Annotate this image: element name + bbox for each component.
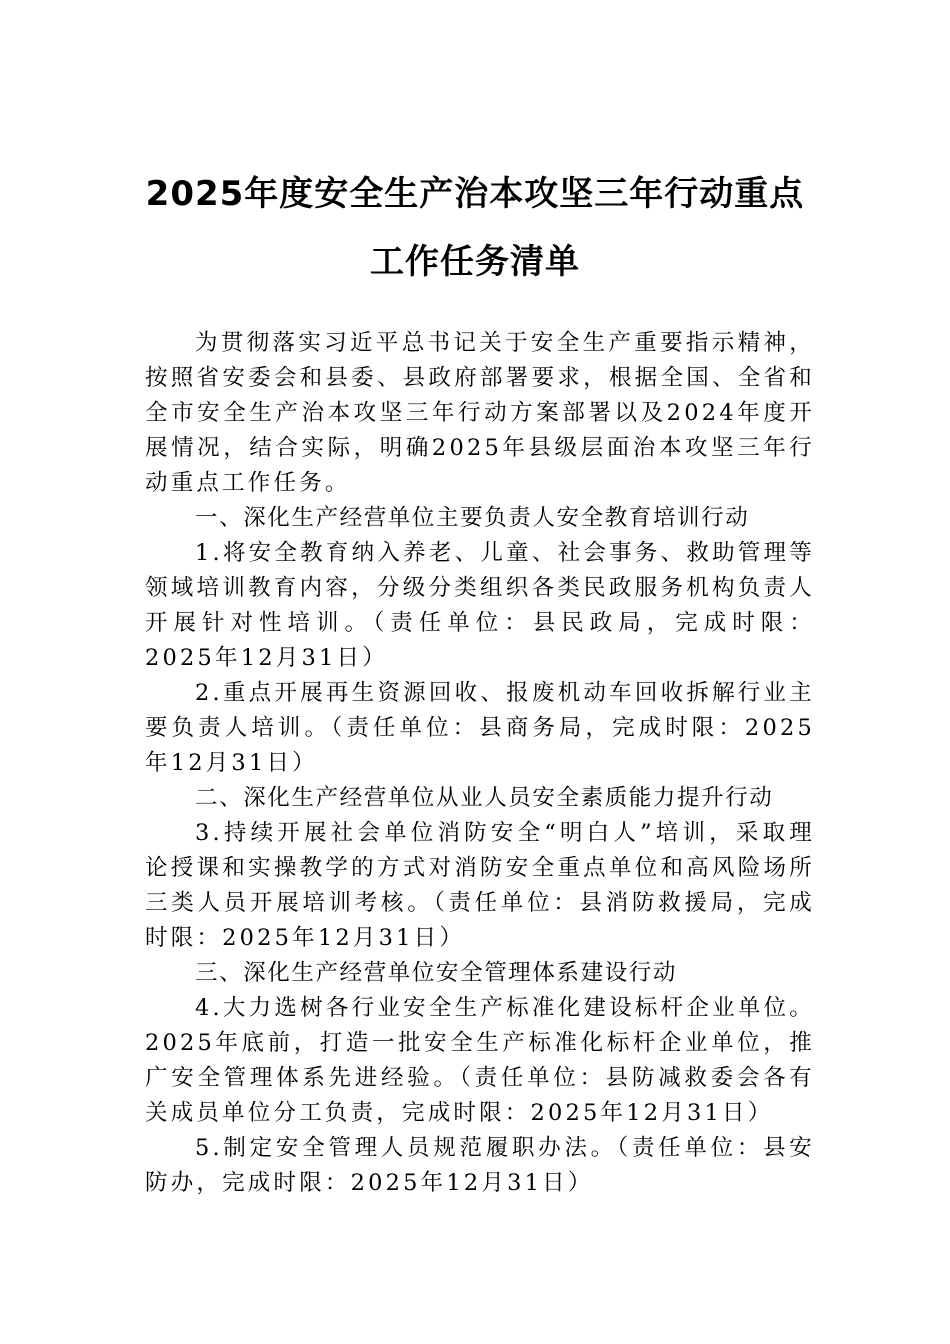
section-heading-2: 二、深化生产经营单位从业人员安全素质能力提升行动 [195,785,774,811]
task-item-1: 1.将安全教育纳入养老、儿童、社会事务、救助管理等领域培训教育内容，分级分类组织各类民政服务机构负责人开展针对性培训。（责任单位：县民政局，完成时限：2025年12月31日） [145,540,815,671]
document-body [145,326,815,1201]
task-item-4: 4.大力选树各行业安全生产标准化建设标杆企业单位。2025年底前，打造一批安全生产标准化标杆企业单位，推广安全管理体系先进经验。（责任单位：县防减救委会各有关成员单位分工负责，完成时限：2025年12月31日） [145,995,815,1126]
document-title-line-1: 2025年度安全生产治本攻坚三年行动重点 [145,174,805,214]
task-item-5: 5.制定安全管理人员规范履职办法。（责任单位：县安防办，完成时限：2025年12月31日） [145,1135,815,1196]
task-item-2: 2.重点开展再生资源回收、报废机动车回收拆解行业主要负责人培训。（责任单位：县商务局，完成时限：2025年12月31日） [145,680,815,776]
intro-paragraph: 为贯彻落实习近平总书记关于安全生产重要指示精神，按照省安委会和县委、县政府部署要求，根据全国、全省和全市安全生产治本攻坚三年行动方案部署以及2024年度开展情况，结合实际，明确2025年县级层面治本攻坚三年行动重点工作任务。 [145,330,815,496]
document-title-line-2: 工作任务清单 [370,242,580,282]
task-item-3: 3.持续开展社会单位消防安全“明白人”培训，采取理论授课和实操教学的方式对消防安全重点单位和高风险场所三类人员开展培训考核。（责任单位：县消防救援局，完成时限：2025年12月31日） [145,820,815,951]
section-heading-3: 三、深化生产经营单位安全管理体系建设行动 [195,960,678,986]
section-heading-1: 一、深化生产经营单位主要负责人安全教育培训行动 [195,505,750,531]
